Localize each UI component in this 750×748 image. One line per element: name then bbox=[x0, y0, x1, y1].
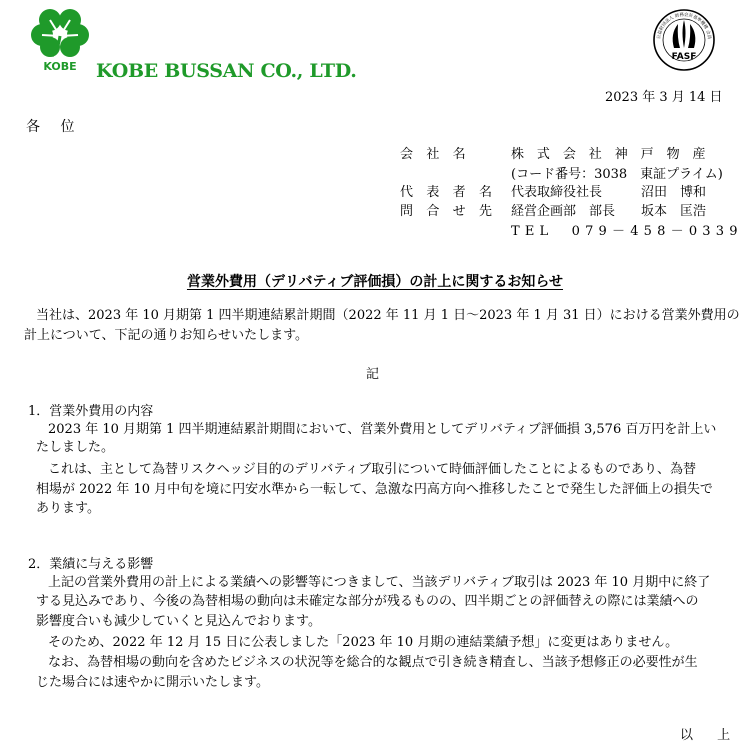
ki-mark: 記 bbox=[366, 367, 380, 382]
section-2-heading: 2．業績に与える影響 bbox=[28, 557, 154, 572]
info-value-representative: 代表取締役社長 沼田 博和 bbox=[511, 185, 707, 200]
document-title-text: 営業外費用（デリバティブ評価損）の計上に関するお知らせ bbox=[186, 274, 564, 290]
recipient: 各 位 bbox=[26, 119, 83, 135]
fasf-seal bbox=[652, 8, 716, 72]
section-1-line: あります。 bbox=[36, 501, 100, 516]
seal-ring-text: 公益財団法人 財務会計基準機構 会員 bbox=[656, 12, 712, 40]
closing-mark: 以 上 bbox=[680, 728, 741, 743]
section-1-heading: 1．営業外費用の内容 bbox=[28, 404, 154, 419]
seal-text: FASF bbox=[671, 52, 697, 62]
section-1-line: 相場が 2022 年 10 月中旬を境に円安水準から一転して、急激な円高方向へ推移したことで発生した評価上の損失で bbox=[36, 482, 713, 497]
clover-icon bbox=[28, 6, 92, 72]
section-2-line: じた場合には速やかに開示いたします。 bbox=[36, 675, 269, 690]
issue-date: 2023 年 3 月 14 日 bbox=[605, 90, 723, 105]
info-label-contact: 問 合 せ 先 bbox=[400, 204, 497, 219]
section-1-line: たしました。 bbox=[36, 440, 115, 455]
company-name-en: KOBE BUSSAN CO., LTD. bbox=[96, 60, 357, 82]
document-title bbox=[0, 272, 750, 292]
section-2-line: 影響度合いも減少していくと見込んでおります。 bbox=[36, 614, 321, 629]
section-1-line: 2023 年 10 月期第 1 四半期連結累計期間において、営業外費用としてデリバティブ評価損 3,576 百万円を計上い bbox=[48, 422, 717, 437]
info-value-tel: TEL 079－458－0339 bbox=[511, 224, 743, 239]
section-2-line: 上記の営業外費用の計上による業績への影響等につきまして、当該デリバティブ取引は 2023 年 10 月期中に終了 bbox=[48, 575, 711, 590]
intro-line-1: 当社は、2023 年 10 月期第 1 四半期連結累計期間（2022 年 11 月 1 日～2023 年 1 月 31 日）における営業外費用の bbox=[36, 308, 740, 323]
company-logo bbox=[28, 6, 92, 72]
info-value-code: (コード番号：3038 東証プライム) bbox=[511, 167, 723, 182]
info-value-contact: 経営企画部 部長 坂本 匡浩 bbox=[511, 204, 707, 219]
section-2-line: する見込みであり、今後の為替相場の動向は未確定な部分が残るものの、四半期ごとの評価替えの際には業績への bbox=[36, 594, 699, 609]
section-2-line: そのため、2022 年 12 月 15 日に公表しました「2023 年 10 月期の連結業績予想」に変更はありません。 bbox=[48, 635, 679, 650]
section-1-line: これは、主として為替リスクヘッジ目的のデリバティブ取引について時価評価したことによるものであり、為替 bbox=[48, 462, 697, 477]
info-label-representative: 代 表 者 名 bbox=[400, 185, 497, 200]
fasf-seal-icon bbox=[652, 8, 716, 72]
intro-line-2: 計上について、下記の通りお知らせいたします。 bbox=[24, 328, 309, 343]
logo-text: KOBE bbox=[43, 60, 77, 72]
section-2-line: なお、為替相場の動向を含めたビジネスの状況等を総合的な観点で引き続き精査し、当該予想修正の必要性が生 bbox=[48, 655, 698, 670]
info-value-company: 株 式 会 社 神 戸 物 産 bbox=[511, 147, 710, 162]
info-label-company: 会 社 名 bbox=[400, 147, 471, 162]
